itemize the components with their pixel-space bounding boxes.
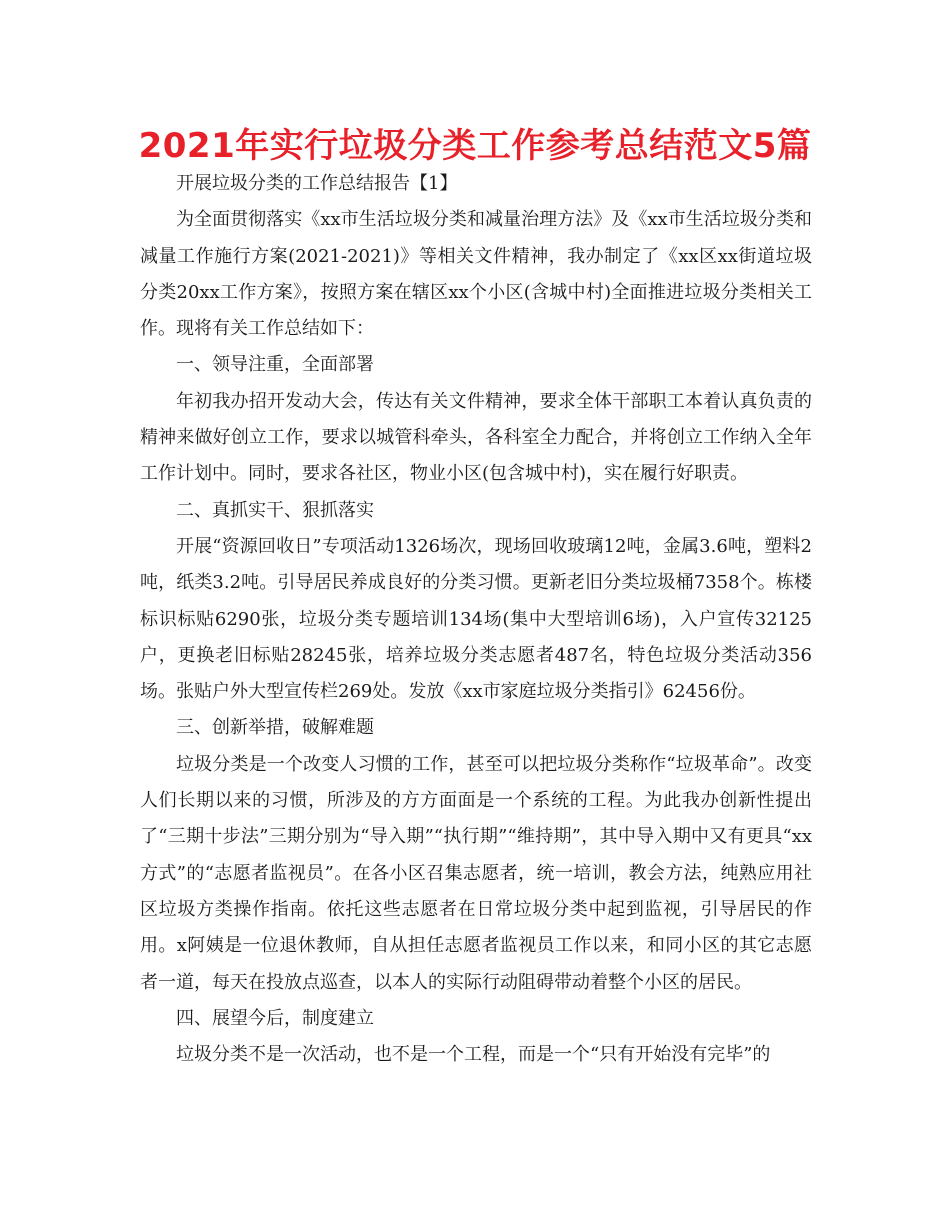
section-heading-1: 一、领导注重，全面部署: [176, 354, 374, 376]
section-heading-2: 二、真抓实干、狠抓落实: [176, 499, 374, 521]
intro-paragraph: 为全面贯彻落实《xx市生活垃圾分类和减量治理方法》及《xx市生活垃圾分类和减量工作施行方案(2021-2021)》等相关文件精神，我办制定了《xx区xx街道垃圾分类20xx工作方案》，按照方案在辖区xx个小区(含城中村)全面推进垃圾分类相关工作。现将有关工作总结如下：: [140, 209, 812, 340]
section-paragraph-2: 开展“资源回收日”专项活动1326场次，现场回收玻璃12吨，金属3.6吨，塑料2吨，纸类3.2吨。引导居民养成良好的分类习惯。更新老旧分类垃圾桶7358个。栋楼标识标贴6290张，垃圾分类专题培训134场(集中大型培训6场)，入户宣传32125户，更换老旧标贴28245张，培养垃圾分类志愿者487名，特色垃圾分类活动356场。张贴户外大型宣传栏269处。发放《xx市家庭垃圾分类指引》62456份。: [140, 535, 812, 703]
document-body: [140, 166, 812, 1073]
section-paragraph-1: 年初我办招开发动大会，传达有关文件精神，要求全体干部职工本着认真负责的精神来做好创立工作，要求以城管科牵头，各科室全力配合，并将创立工作纳入全年工作计划中。同时，要求各社区，物业小区(包含城中村)，实在履行好职责。: [140, 390, 812, 485]
report-heading: 开展垃圾分类的工作总结报告【1】: [176, 173, 458, 194]
section-paragraph-3: 垃圾分类是一个改变人习惯的工作，甚至可以把垃圾分类称作“垃圾革命”。改变人们长期以来的习惯，所涉及的方方面面是一个系统的工程。为此我办创新性提出了“三期十步法”三期分别为“导入期”“执行期”“维持期”，其中导入期中又有更具“xx方式”的“志愿者监视员”。在各小区召集志愿者，统一培训，教会方法，纯熟应用社区垃圾方类操作指南。依托这些志愿者在日常垃圾分类中起到监视，引导居民的作用。x阿姨是一位退休教师，自从担任志愿者监视员工作以来，和同小区的其它志愿者一道，每天在投放点巡查，以本人的实际行动阻碍带动着整个小区的居民。: [140, 753, 812, 993]
section-heading-3: 三、创新举措，破解难题: [176, 717, 374, 739]
document-title: 2021年实行垃圾分类工作参考总结范文5篇: [138, 126, 812, 166]
section-heading-4: 四、展望今后，制度建立: [176, 1007, 374, 1029]
section-paragraph-4: 垃圾分类不是一次活动，也不是一个工程，而是一个“只有开始没有完毕”的: [176, 1044, 771, 1066]
